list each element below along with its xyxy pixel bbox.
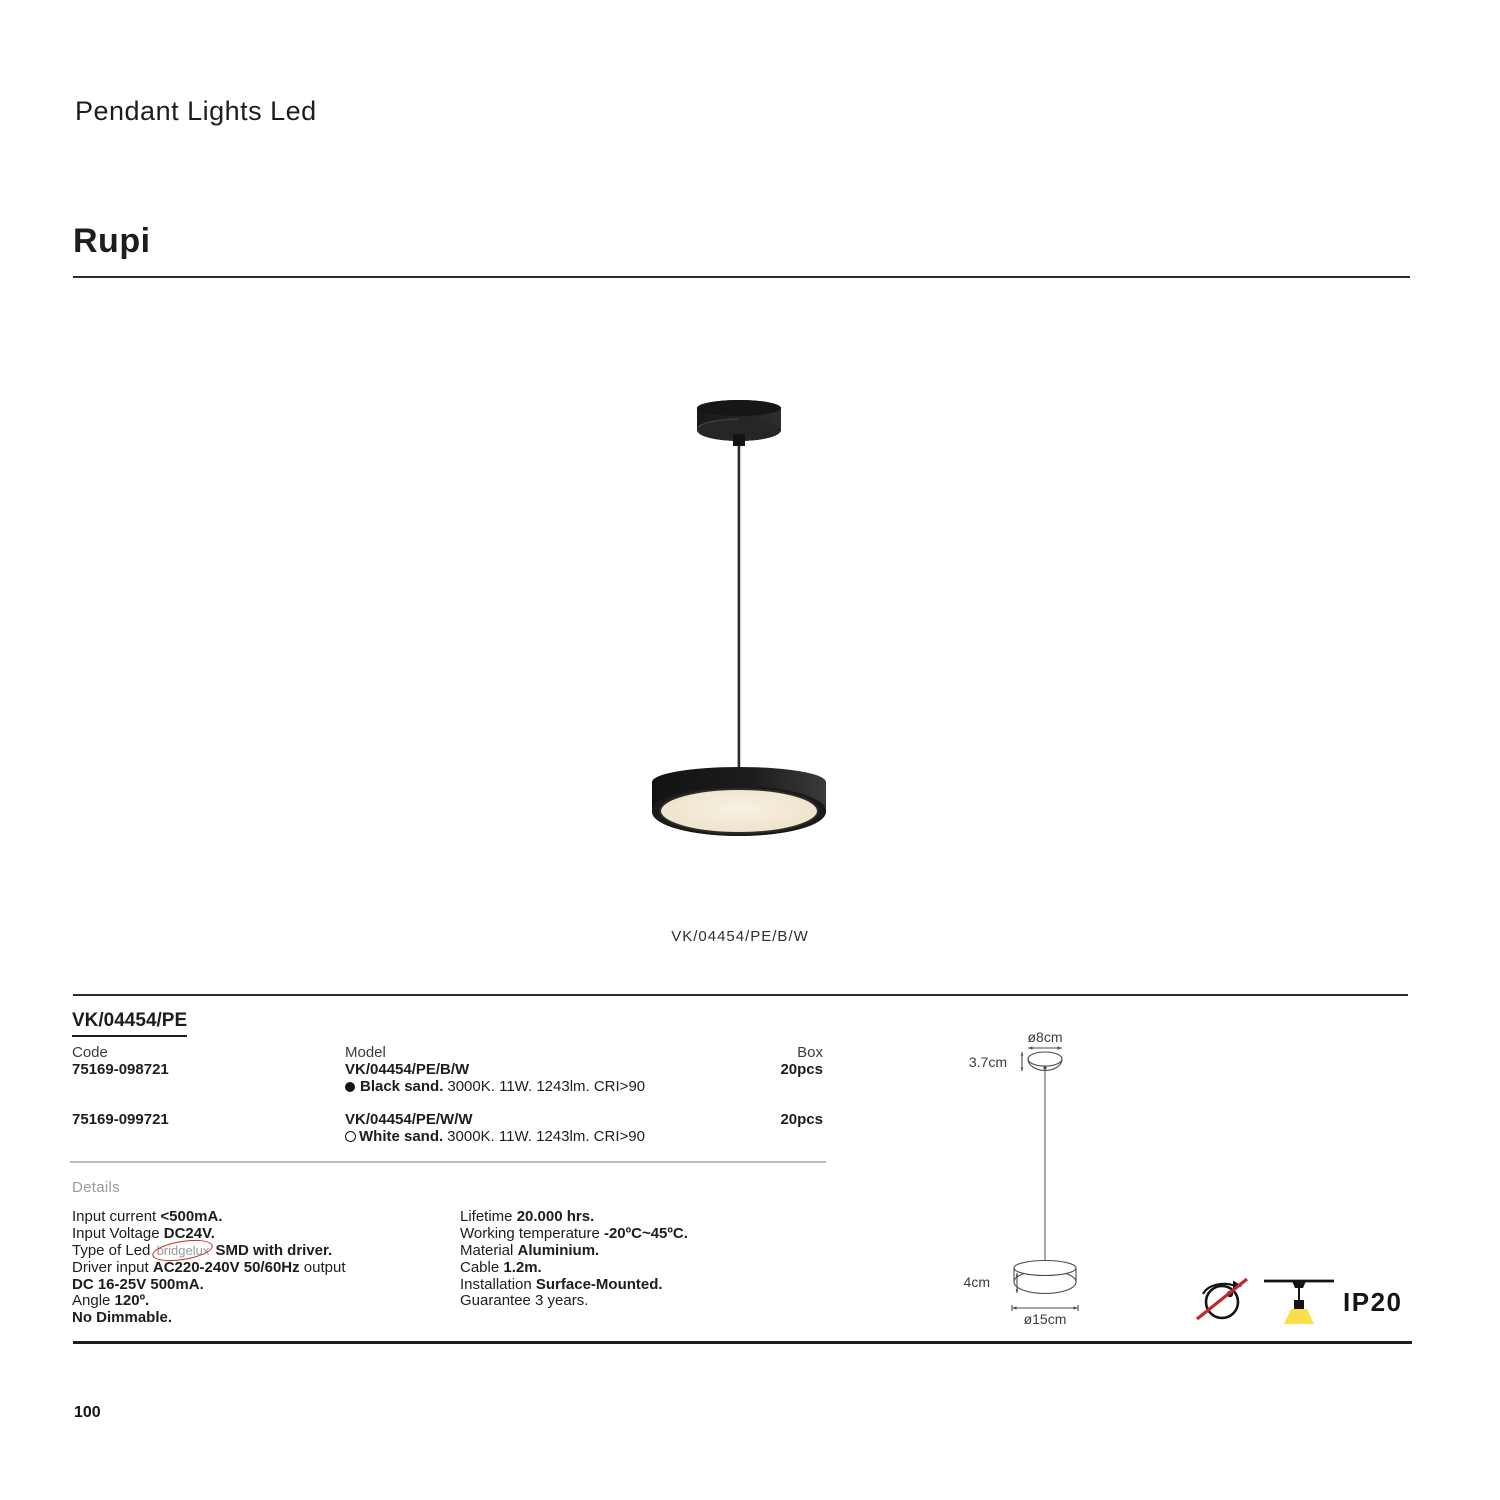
product-photo [597,392,887,858]
variant-specs: 3000K. 11W. 1243lm. CRI>90 [447,1078,646,1095]
variant-name: White sand. [359,1128,444,1145]
detail-value: 120º. [114,1292,150,1310]
detail-value: AC220-240V 50/60Hz [152,1258,300,1276]
detail-line [460,1277,688,1294]
detail-value: DC24V. [163,1224,215,1242]
detail-value: <500mA. [160,1208,223,1225]
box-quantity: 20pcs [780,1111,823,1128]
not-dimmable-icon [1191,1273,1255,1323]
detail-text: output [299,1258,346,1276]
detail-line [72,1310,346,1327]
detail-line [72,1209,346,1226]
detail-line [460,1226,688,1243]
details-divider [70,1161,826,1163]
detail-value: -20ºC~45ºC. [603,1224,688,1242]
col-header-box: Box [797,1044,823,1061]
cable [738,432,741,777]
product-model: VK/04454/PE/B/W [345,1061,470,1078]
variant-specs: 3000K. 11W. 1243lm. CRI>90 [447,1128,645,1145]
title-divider [73,276,1410,278]
ip-rating-badge: IP20 [1343,1287,1403,1317]
detail-text: Guarantee 3 years. [460,1292,589,1310]
ceiling-canopy [697,400,781,446]
detail-value: DC 16-25V 500mA. [72,1275,204,1293]
variant-name: Black sand. [360,1078,444,1095]
detail-text: Type of Led [72,1241,155,1259]
fixture-diameter-label: ø15cm [1023,1311,1067,1327]
canopy-height-label: 3.7cm [968,1054,1007,1070]
details-left-column [72,1209,346,1327]
section-divider [73,994,1408,996]
detail-line [460,1243,688,1260]
detail-text: Working temperature [460,1224,604,1242]
detail-text: Cable [460,1258,504,1276]
detail-value: No Dimmable. [72,1309,173,1327]
detail-line [72,1260,346,1277]
category-title: Pendant Lights Led [75,96,317,126]
detail-text: Input current [72,1208,161,1225]
page-title: Rupi [73,222,151,260]
product-table [72,1045,823,1155]
drum-shade [652,767,826,836]
detail-text: Driver input [72,1258,153,1276]
col-header-code: Code [72,1044,108,1061]
black-swatch-icon [345,1082,355,1092]
page-number: 100 [74,1404,101,1421]
detail-text: Lifetime [460,1208,517,1225]
bottom-divider [73,1341,1412,1344]
bridgelux-logo: bridgelux [156,1242,210,1258]
detail-text: Installation [460,1275,536,1293]
white-swatch-icon [345,1131,356,1142]
detail-line [72,1226,346,1243]
box-quantity: 20pcs [780,1061,823,1078]
detail-line [72,1243,346,1260]
detail-line [460,1260,688,1277]
product-model: VK/04454/PE/W/W [345,1111,473,1128]
detail-line [460,1209,688,1226]
detail-value: Surface-Mounted. [535,1275,663,1293]
fixture-height-label: 4cm [963,1274,990,1290]
product-code: 75169-098721 [72,1061,169,1078]
detail-line [460,1293,688,1310]
detail-line [72,1277,346,1294]
section-code: VK/04454/PE [72,1010,187,1037]
photo-caption: VK/04454/PE/B/W [671,928,809,945]
col-header-model: Model [345,1044,386,1061]
detail-value: 20.000 hrs. [516,1208,595,1225]
detail-value: 1.2m. [503,1258,542,1276]
details-right-column [460,1209,688,1310]
detail-text: Input Voltage [72,1224,164,1242]
details-label: Details [72,1179,120,1196]
variant-line [345,1079,645,1095]
product-code: 75169-099721 [72,1111,169,1128]
detail-line [72,1293,346,1310]
pendant-ceiling-light-icon [1260,1274,1338,1324]
canopy-diameter-label: ø8cm [1027,1029,1063,1045]
detail-text: Angle [72,1292,115,1310]
detail-text: Material [460,1241,518,1259]
detail-value: SMD with driver. [211,1241,333,1259]
detail-value: Aluminium. [517,1241,600,1259]
variant-line [345,1129,645,1145]
